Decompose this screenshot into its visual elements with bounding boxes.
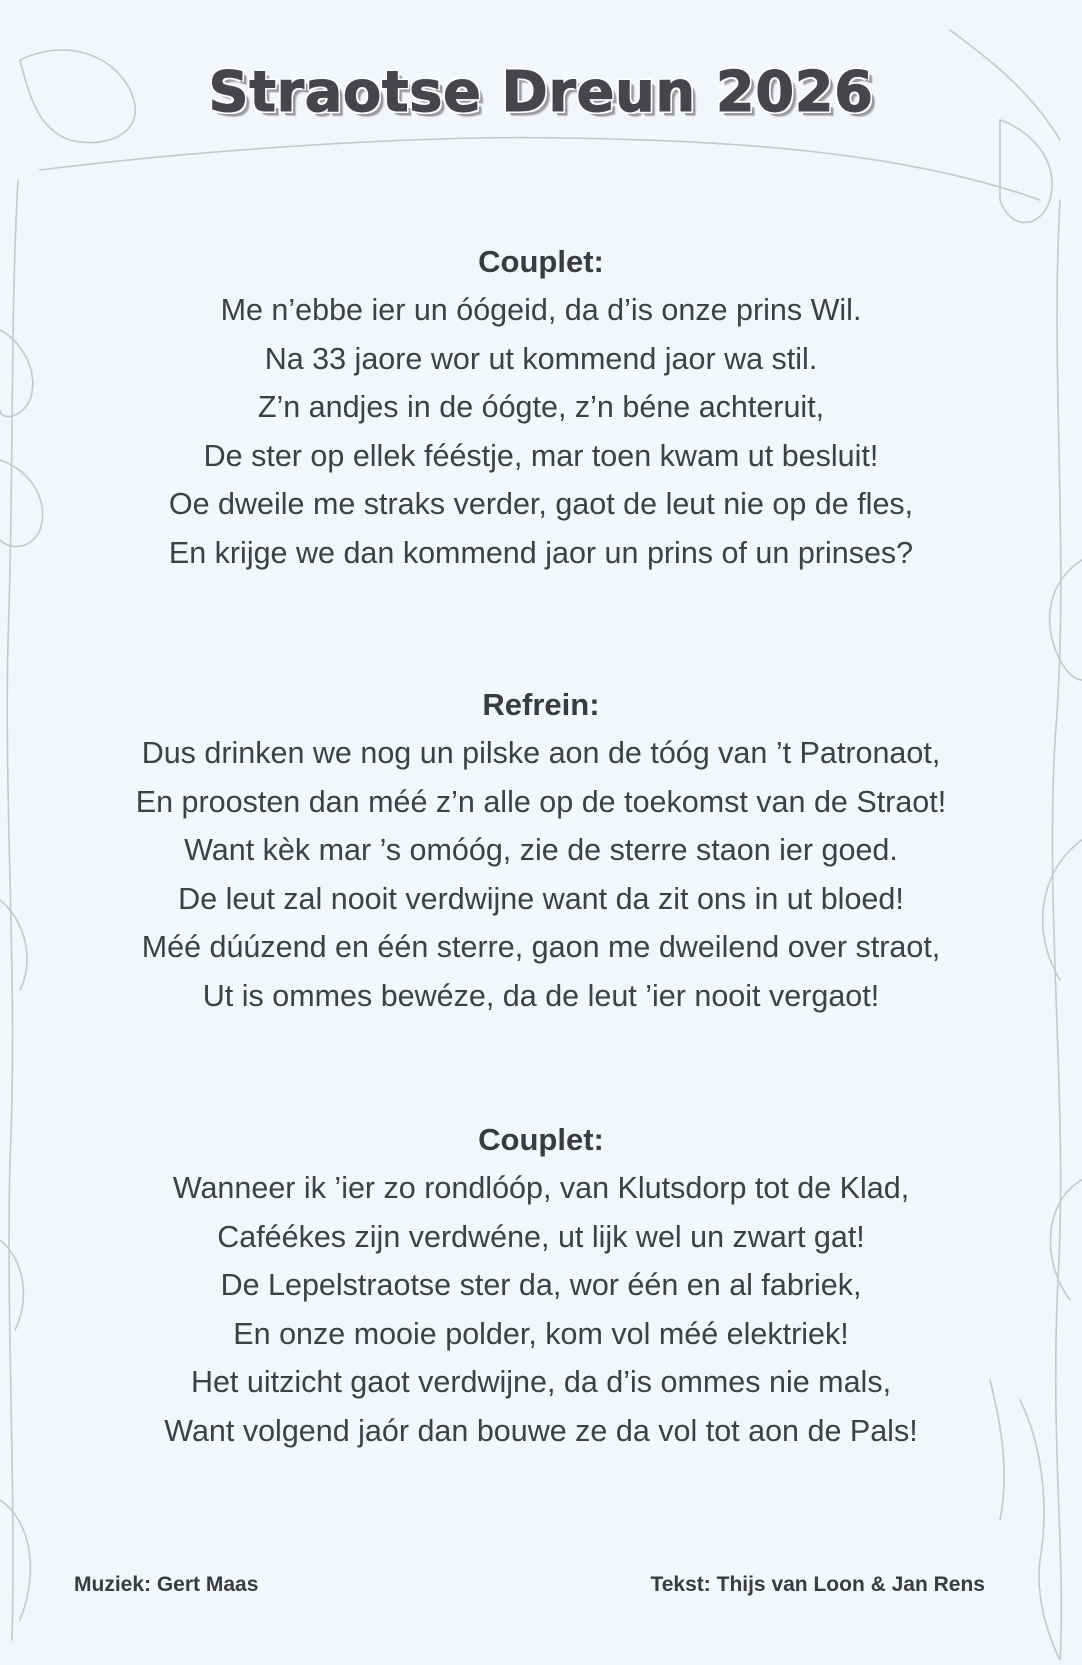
lyric-line: Me n’ebbe ier un óógeid, da d’is onze prins Wil. (220, 293, 862, 327)
lyric-line: Dus drinken we nog un pilske aon de tóóg van ’t Patronaot, (141, 736, 941, 770)
couplet-2 (0, 1116, 1082, 1455)
lyric-line: De Lepelstraotse ster da, wor één en al fabriek, (220, 1268, 862, 1302)
lyric-line: Want kèk mar ’s omóóg, zie de sterre staon ier goed. (184, 833, 898, 867)
lyric-line: Caféékes zijn verdwéne, ut lijk wel un zwart gat! (217, 1219, 865, 1254)
lyric-line: En proosten dan méé z’n alle op de toekomst van de Straot! (135, 784, 947, 819)
lyric-line: Want volgend jaór dan bouwe ze da vol tot aon de Pals! (164, 1413, 918, 1448)
music-credit: Muziek: Gert Maas (74, 1573, 259, 1596)
section-heading: Couplet: (478, 1122, 604, 1157)
lyric-line: Méé dúúzend en één sterre, gaon me dweilend over straot, (141, 930, 941, 964)
lyric-line: De ster op ellek fééstje, mar toen kwam ut besluit! (203, 438, 879, 473)
lyric-line: En onze mooie polder, kom vol méé elektriek! (233, 1316, 849, 1351)
refrain (0, 681, 1082, 1020)
lyrics-credit: Tekst: Thijs van Loon & Jan Rens (650, 1573, 985, 1596)
lyric-line: Z’n andjes in de óógte, z’n béne achteruit, (257, 390, 825, 424)
lyric-line: Het uitzicht gaot verdwijne, da d’is ommes nie mals, (190, 1365, 892, 1399)
section-heading: Refrein: (482, 687, 600, 722)
song-title: Straotse Dreun 2026 (208, 59, 874, 125)
lyric-line: En krijge we dan kommend jaor un prins of un prinses? (168, 535, 914, 570)
lyric-line: Wanneer ik ’ier zo rondlóóp, van Klutsdorp tot de Klad, (172, 1171, 910, 1205)
lyric-line: Oe dweile me straks verder, gaot de leut nie op de fles, (168, 487, 914, 521)
couplet-1 (0, 238, 1082, 577)
section-heading: Couplet: (478, 244, 604, 279)
lyric-line: Na 33 jaore wor ut kommend jaor wa stil. (264, 341, 818, 376)
lyric-line: De leut zal nooit verdwijne want da zit ons in ut bloed! (178, 881, 904, 916)
lyric-line: Ut is ommes bewéze, da de leut ’ier nooit vergaot! (202, 978, 880, 1013)
